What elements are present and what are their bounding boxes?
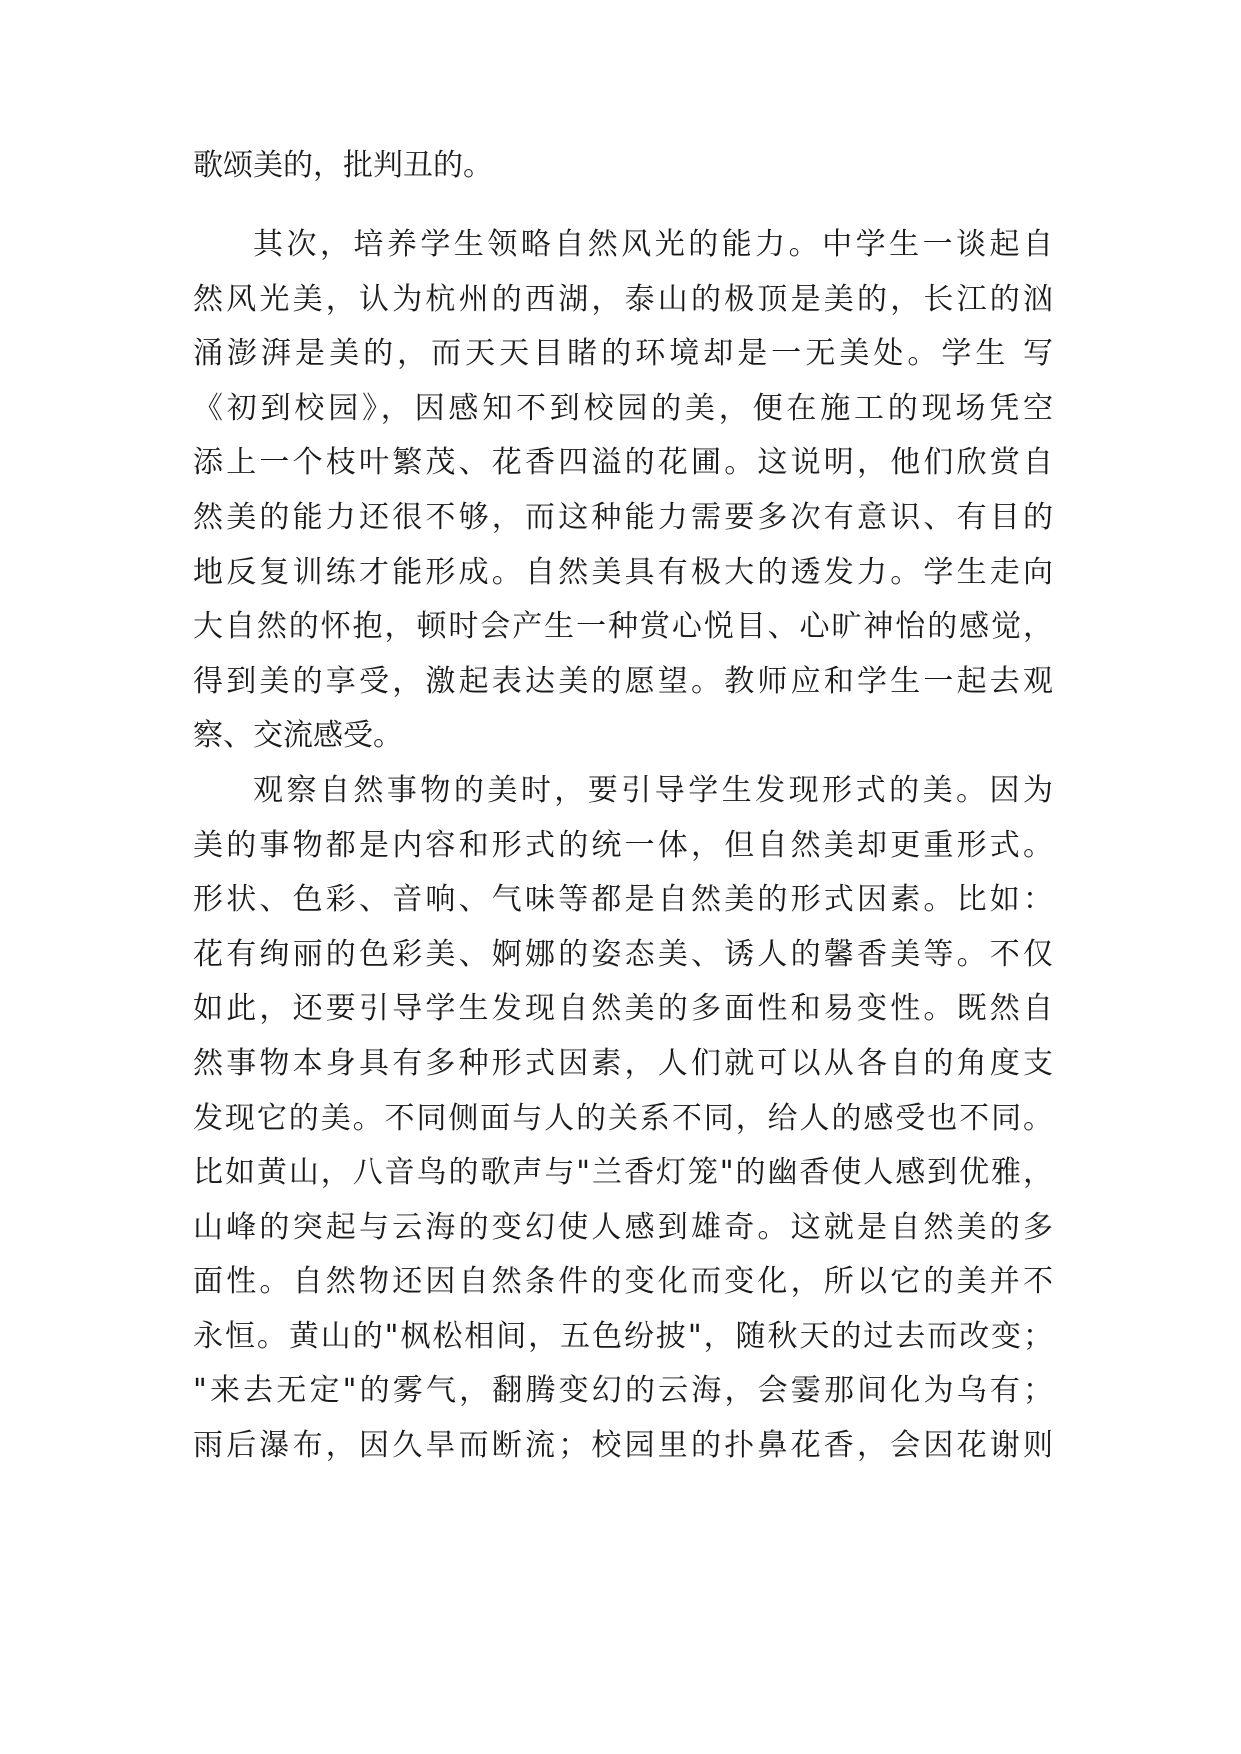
text-line: 如此，还要引导学生发现自然美的多面性和易变性。既然自 — [193, 991, 1053, 1026]
text-line: 得到美的享受，激起表达美的愿望。教师应和学生一起去观 — [193, 664, 1053, 699]
text-line: 然风光美，认为杭州的西湖，泰山的极顶是美的，长江的汹 — [193, 282, 1053, 317]
text-line: 形状、色彩、音响、气味等都是自然美的形式因素。比如： — [193, 882, 1053, 917]
text-line: 察、交流感受。 — [193, 718, 403, 753]
text-line: "来去无定"的雾气，翻腾变幻的云海，会霎那间化为乌有； — [193, 1373, 1053, 1408]
text-line: 然事物本身具有多种形式因素，人们就可以从各自的角度支 — [193, 1046, 1053, 1081]
text-line: 美的事物都是内容和形式的统一体，但自然美却更重形式。 — [193, 828, 1053, 863]
text-line: 然美的能力还很不够，而这种能力需要多次有意识、有目的 — [193, 500, 1053, 535]
text-line: 《初到校园》，因感知不到校园的美，便在施工的现场凭空 — [193, 391, 1053, 426]
text-line: 山峰的突起与云海的变幻使人感到雄奇。这就是自然美的多 — [193, 1210, 1053, 1245]
paragraph-first-line: 其次，培养学生领略自然风光的能力。中学生一谈起自 — [253, 227, 1053, 262]
text-line: 添上一个枝叶繁茂、花香四溢的花圃。这说明，他们欣赏自 — [193, 445, 1053, 480]
text-line: 发现它的美。不同侧面与人的关系不同，给人的感受也不同。 — [193, 1101, 1053, 1136]
text-line: 涌澎湃是美的，而天天目睹的环境却是一无美处。学生 写 — [193, 336, 1053, 371]
text-line: 歌颂美的，批判丑的。 — [193, 148, 493, 183]
text-line: 比如黄山，八音鸟的歌声与"兰香灯笼"的幽香使人感到优雅， — [193, 1155, 1053, 1190]
text-line: 花有绚丽的色彩美、婀娜的姿态美、诱人的馨香美等。不仅 — [193, 937, 1053, 972]
text-line: 地反复训练才能形成。自然美具有极大的透发力。学生走向 — [193, 555, 1053, 590]
text-line: 永恒。黄山的"枫松相间，五色纷披"，随秋天的过去而改变； — [193, 1319, 1053, 1354]
paragraph-first-line: 观察自然事物的美时，要引导学生发现形式的美。因为 — [253, 773, 1053, 808]
text-line: 雨后瀑布，因久旱而断流；校园里的扑鼻花香，会因花谢则 — [193, 1428, 1053, 1463]
text-line: 大自然的怀抱，顿时会产生一种赏心悦目、心旷神怡的感觉， — [193, 609, 1053, 644]
text-line: 面性。自然物还因自然条件的变化而变化，所以它的美并不 — [193, 1264, 1053, 1299]
